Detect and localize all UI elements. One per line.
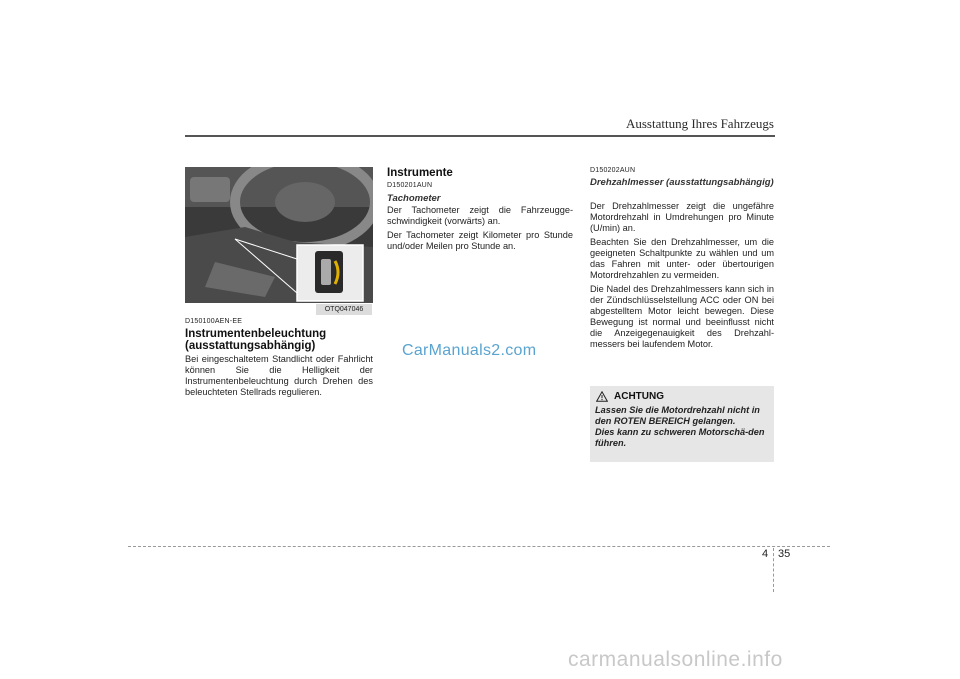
- page-number: 35: [778, 548, 791, 560]
- subheading: Tachometer: [387, 193, 441, 204]
- section-code: D150100AEN-EE: [185, 318, 243, 325]
- section-body: Bei eingeschaltetem Standlicht oder Fahrlicht können Sie die Helligkeit der Instrumentenbeleuchtung durch Drehen des beleuchteten Stellrads regulieren.: [185, 354, 373, 397]
- header-rule: [185, 135, 775, 137]
- paragraph: Der Drehzahlmesser zeigt die ungefähre Motordrehzahl in Umdrehungen pro Minute (U/min) an.: [590, 201, 774, 233]
- warning-text: [595, 405, 771, 449]
- section-body: [590, 201, 774, 353]
- page-divider: [773, 548, 774, 592]
- warning-line: Dies kann zu schweren Motorschä-den führen.: [595, 427, 765, 448]
- warning-triangle-icon: [596, 391, 608, 402]
- paragraph: Der Tachometer zeigt Kilometer pro Stunde und/oder Meilen pro Stunde an.: [387, 230, 573, 251]
- warning-box: [590, 386, 774, 462]
- running-header: Ausstattung Ihres Fahrzeugs: [625, 116, 774, 131]
- section-code: D150201AUN: [387, 182, 433, 189]
- section-code: D150202AUN: [590, 167, 636, 174]
- dashboard-illustration: [185, 167, 373, 303]
- subheading: Drehzahlmesser (ausstattungsabhängig): [590, 177, 774, 188]
- paragraph: Die Nadel des Drehzahlmessers kann sich in der Zündschlüsselstellung ACC oder ON bei abgestelltem Motor leicht bewegen. Diese Bewegung ist normal und beeinflusst nicht die Anzeigegenauigkeit des Drehzahl-messers bei laufendem Motor.: [590, 284, 774, 349]
- warning-line: Lassen Sie die Motordrehzahl nicht in den ROTEN BEREICH gelangen.: [595, 405, 760, 426]
- paragraph: Beachten Sie den Drehzahlmesser, um die geeigneten Schaltpunkte zu wählen und um das Fahren mit unter- oder übertourigen Motordrehzahlen zu vermeiden.: [590, 237, 774, 280]
- watermark-text: CarManuals2.com: [402, 342, 537, 359]
- chapter-number: 4: [762, 548, 769, 560]
- dashboard-photo: [185, 167, 373, 303]
- section-heading: Instrumentenbeleuchtung (ausstattungsabhängig): [185, 328, 327, 352]
- photo-caption: OTQ047046: [316, 304, 372, 315]
- section-body: [387, 205, 573, 255]
- warning-title: ACHTUNG: [614, 391, 664, 402]
- site-watermark: carmanualsonline.info: [568, 648, 783, 671]
- paragraph: Der Tachometer zeigt die Fahrzeugge-schwindigkeit (vorwärts) an.: [387, 205, 573, 226]
- footer-rule: [128, 546, 830, 547]
- section-heading: Instrumente: [387, 167, 453, 179]
